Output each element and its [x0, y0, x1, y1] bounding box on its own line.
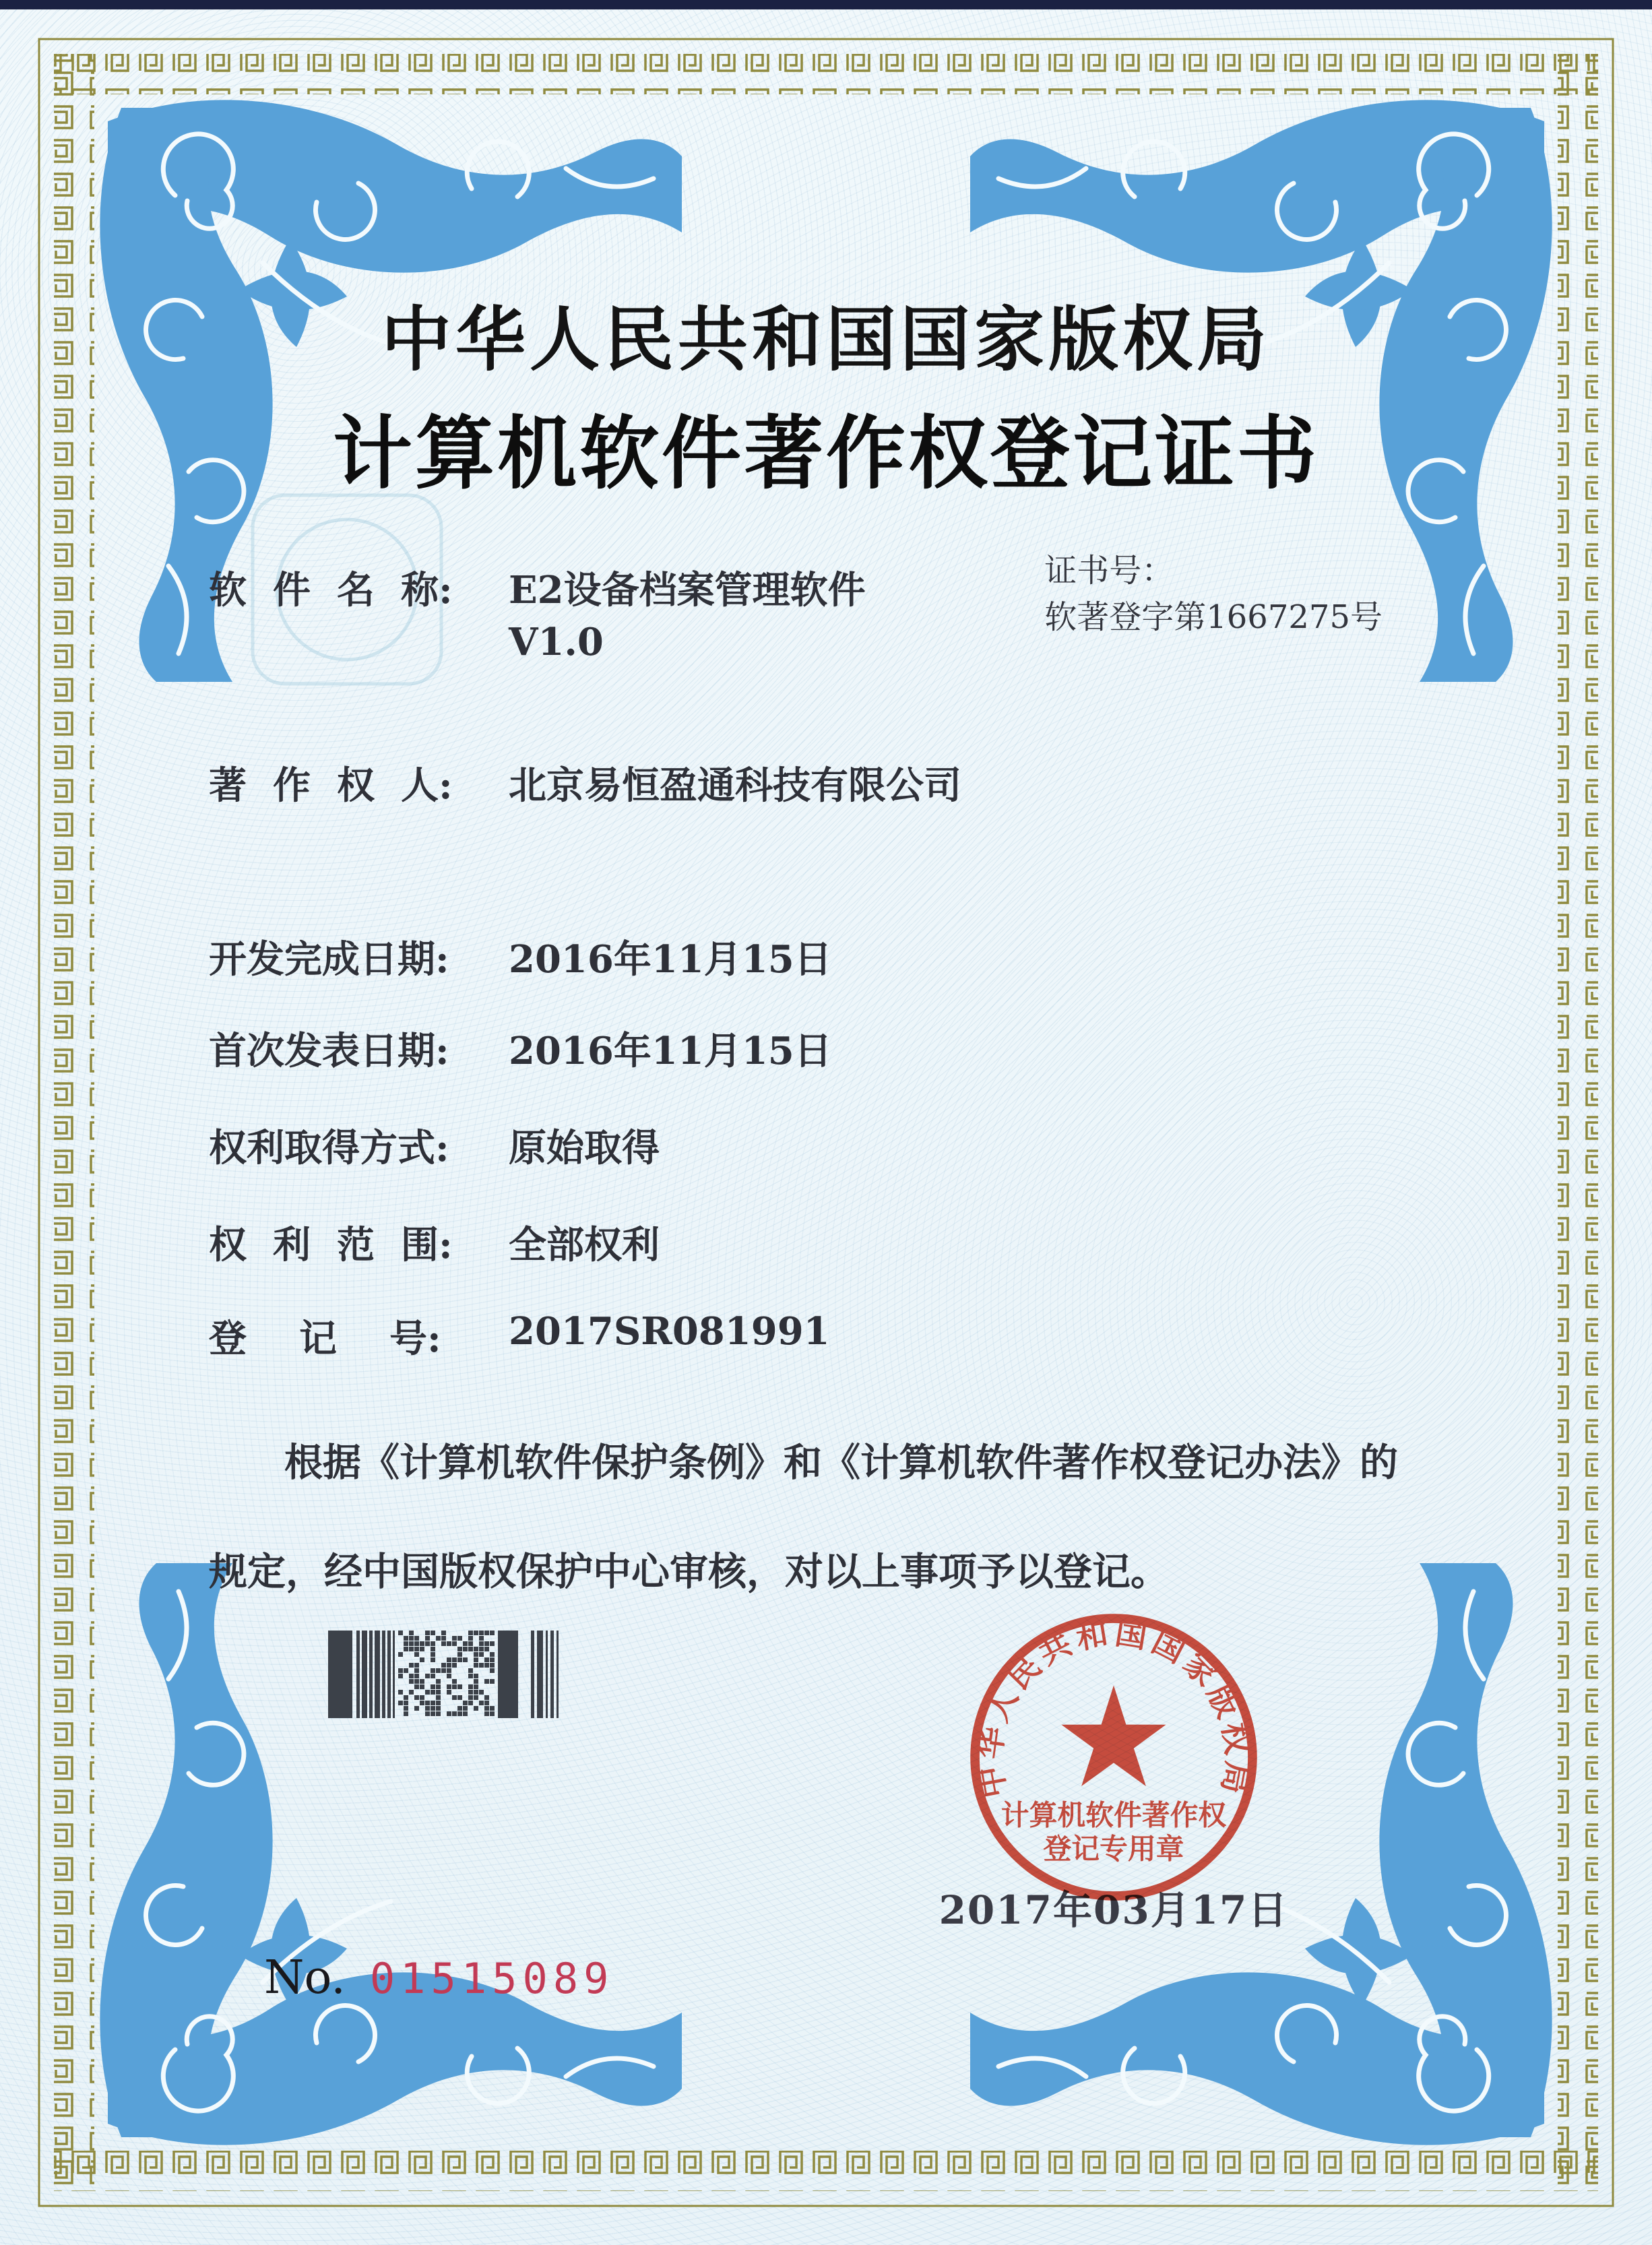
field-label: 著 作 权 人:	[209, 763, 453, 808]
field-label: 权 利 范 围:	[209, 1223, 453, 1267]
field-value: 2016年11月15日	[509, 937, 832, 982]
field-label: 登 记 号:	[209, 1317, 441, 1361]
field-label: 开发完成日期:	[209, 937, 449, 982]
field-rights-scope	[209, 1215, 660, 1269]
field-label: 软 件 名 称:	[209, 568, 453, 612]
statement-line-1: 根据《计算机软件保护条例》和《计算机软件著作权登记办法》的	[284, 1440, 1398, 1485]
field-value: 北京易恒盈通科技有限公司	[509, 763, 961, 808]
greek-key-band-top	[54, 54, 1598, 94]
field-copyright-owner	[209, 756, 961, 810]
field-label: 首次发表日期:	[209, 1029, 449, 1073]
serial-number-label: No.	[264, 1951, 346, 2004]
field-value: 2017SR081991	[509, 1309, 830, 1354]
certificate-title: 计算机软件著作权登记证书	[332, 406, 1319, 500]
serial-number-value: 01515089	[369, 1954, 614, 2003]
official-seal	[959, 1602, 1269, 1912]
barcode	[328, 1631, 564, 1718]
issue-date: 2017年03月17日	[939, 1887, 1289, 1933]
serial-number	[264, 1951, 614, 2004]
certificate-number-value: 软著登字第1667275号	[1044, 598, 1383, 636]
field-dev-complete-date	[209, 930, 832, 984]
seal-inner-line-2: 登记专用章	[1043, 1832, 1184, 1866]
certificate-number-label: 证书号：	[1044, 552, 1174, 590]
statement-line-2: 规定，经中国版权保护中心审核，对以上事项予以登记。	[209, 1549, 1169, 1594]
greek-key-band-bottom	[54, 2151, 1598, 2191]
field-value: 全部权利	[509, 1223, 660, 1267]
certificate-number-line	[1003, 507, 1383, 675]
seal-inner-line-1: 计算机软件著作权	[1000, 1798, 1227, 1832]
authority-title: 中华人民共和国国家版权局	[381, 298, 1271, 381]
field-registration-number	[209, 1309, 830, 1363]
field-software-name	[209, 561, 866, 614]
star-icon	[1061, 1685, 1166, 1786]
field-first-publish-date	[209, 1021, 832, 1075]
field-value: 原始取得	[509, 1126, 660, 1170]
field-value: 2016年11月15日	[509, 1029, 832, 1073]
field-rights-acquisition	[209, 1118, 660, 1172]
field-label: 权利取得方式:	[209, 1126, 449, 1170]
field-value: E2设备档案管理软件	[509, 568, 866, 612]
seal-ring-text: 中华人民共和国国家版权局	[971, 1614, 1257, 1801]
field-software-version: V1.0	[509, 620, 604, 664]
